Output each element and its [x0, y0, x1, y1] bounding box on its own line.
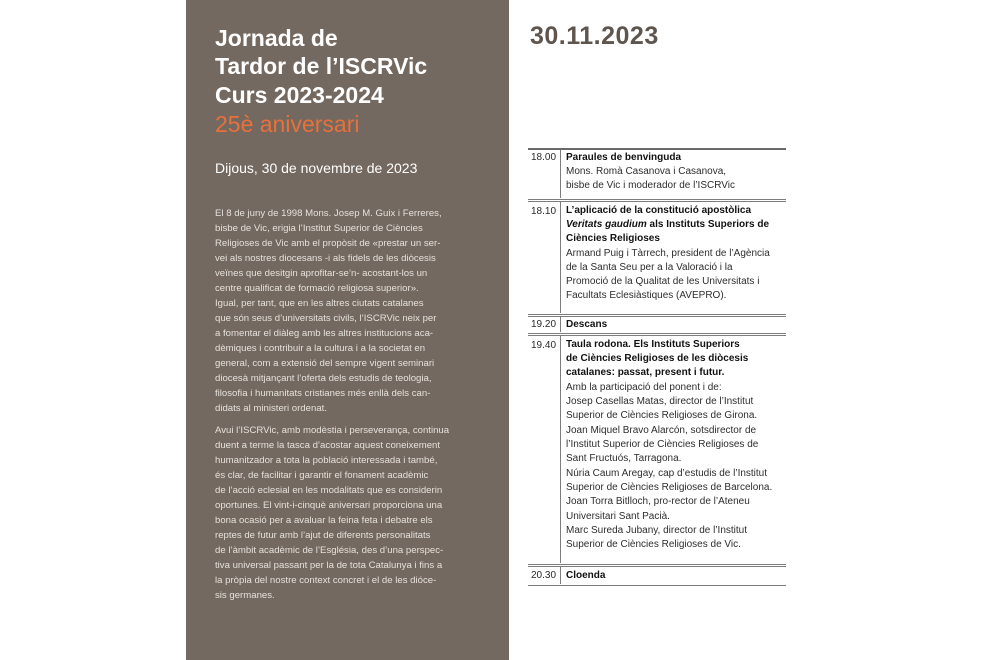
schedule-separator [560, 150, 561, 198]
intro-line: didats al ministeri ordenat. [215, 403, 327, 414]
schedule-title: Taula rodona. Els Instituts Superiors [566, 339, 740, 350]
schedule-detail: Marc Sureda Jubany, director de l’Institut [566, 525, 748, 536]
schedule-title: Descans [566, 319, 608, 330]
intro-line: que són seus d’universitats civils, l’ISCRVic neix per [215, 313, 437, 324]
schedule-time: 20.30 [531, 570, 557, 581]
schedule-title: Paraules de benvinguda [566, 152, 682, 163]
intro-line: tiva universal passant per la de tota Catalunya i fins a [215, 560, 443, 571]
schedule-date: 30.11.2023 [530, 22, 659, 50]
schedule-title-rest: als Instituts Superiors de [646, 219, 770, 230]
intro-line: El 8 de juny de 1998 Mons. Josep M. Guix i Ferreres, [215, 208, 442, 219]
schedule-detail: Universitari Sant Pacià. [566, 511, 670, 522]
intro-line: veïnes que desitgin aprofitar-se’n- acostant-los un [215, 268, 428, 279]
schedule-rule [528, 564, 786, 567]
title-line-2: Tardor de l’ISCRVic [215, 53, 428, 79]
intro-line: bona ocasió per a avaluar la feina feta i debatre els [215, 515, 433, 526]
schedule-title: Cloenda [566, 570, 606, 581]
schedule-separator [560, 202, 561, 313]
schedule-detail: Promoció de la Qualitat de les Universitats i [566, 276, 760, 287]
intro-line: diocesà mitjançant l’oferta dels estudis de teologia, [215, 373, 432, 384]
intro-line: sis germanes. [215, 590, 275, 601]
schedule-title: catalanes: passat, present i futur. [566, 367, 725, 378]
intro-line: dèmiques i contribuir a la cultura i a la societat en [215, 343, 426, 354]
schedule-separator [560, 317, 561, 332]
schedule-separator [560, 567, 561, 584]
event-date-subtitle: Dijous, 30 de novembre de 2023 [215, 160, 418, 176]
intro-line: Igual, per tant, que en les altres ciutats catalanes [215, 298, 424, 309]
intro-line: a fomentar el diàleg amb les altres institucions aca- [215, 328, 434, 339]
schedule-detail: Armand Puig i Tàrrech, president de l’Agència [566, 248, 770, 259]
schedule-detail: Superior de Ciències Religioses de Barcelona. [566, 482, 773, 493]
schedule-rule [528, 314, 786, 317]
schedule-title: L’aplicació de la constitució apostòlica [566, 205, 752, 216]
intro-line: filosofia i humanitats cristianes més enllà dels can- [215, 388, 431, 399]
intro-line: oportunes. El vint-i-cinquè aniversari proporciona una [215, 500, 443, 511]
intro-line: és clar, de facilitar i garantir el fonament acadèmic [215, 470, 429, 481]
intro-line: vei als nostres diocesans -i als fidels de les diòcesis [215, 253, 436, 264]
schedule-detail: Sant Fructuós, Tarragona. [566, 453, 682, 464]
schedule-time: 19.40 [531, 340, 557, 351]
schedule-rule [528, 199, 786, 202]
schedule-time: 18.10 [531, 206, 557, 217]
left-panel [186, 0, 509, 660]
intro-line: centre qualificat de formació religiosa superior». [215, 283, 419, 294]
intro-line: la pròpia del nostre context concret i el de les dióce- [215, 575, 437, 586]
anniversary-title: 25è aniversari [215, 111, 360, 137]
schedule-rule [528, 148, 786, 150]
schedule-detail: bisbe de Vic i moderador de l’ISCRVic [566, 180, 735, 191]
schedule-detail: de la Santa Seu per a la Valoració i la [566, 262, 733, 273]
schedule-detail: Josep Casellas Matas, director de l’Institut [566, 396, 754, 407]
schedule-title: de Ciències Religioses de les diòcesis [566, 353, 749, 364]
intro-line: humanitzador a tota la població interessada i també, [215, 455, 438, 466]
schedule-detail: Superior de Ciències Religioses de Vic. [566, 539, 741, 550]
schedule-title-italic: Veritats gaudium [566, 219, 647, 230]
schedule-rule [528, 585, 786, 586]
intro-line: Avui l’ISCRVic, amb modèstia i perseverança, continua [215, 425, 450, 436]
intro-line: bisbe de Vic, erigia l’Institut Superior de Ciències [215, 223, 423, 234]
intro-line: de l’àmbit acadèmic de l’Església, des d’una perspec- [215, 545, 444, 556]
schedule-detail: Núria Caum Aregay, cap d’estudis de l’Institut [566, 468, 768, 479]
intro-line: general, com a extensió del sempre vigent seminari [215, 358, 435, 369]
schedule-time: 19.20 [531, 319, 557, 330]
schedule-detail: Facultats Eclesiàstiques (AVEPRO). [566, 290, 727, 301]
intro-line: reptes de futur amb l’ajut de diferents personalitats [215, 530, 431, 541]
intro-line: Religioses de Vic amb el propòsit de «prestar un ser- [215, 238, 441, 249]
schedule-separator [560, 336, 561, 563]
schedule-title: Ciències Religioses [566, 233, 660, 244]
intro-line: de l’acció eclesial en les modalitats que es considerin [215, 485, 443, 496]
title-line-3: Curs 2023-2024 [215, 82, 384, 108]
schedule-detail: Amb la participació del ponent i de: [566, 382, 722, 393]
title-line-1: Jornada de [215, 25, 338, 51]
schedule-detail: Joan Torra Bitlloch, pro-rector de l’Ateneu [566, 496, 750, 507]
schedule-detail: Superior de Ciències Religioses de Girona. [566, 410, 758, 421]
schedule-time: 18.00 [531, 152, 557, 163]
schedule-detail: l’Institut Superior de Ciències Religioses de [566, 439, 759, 450]
schedule-detail: Joan Miquel Bravo Alarcón, sotsdirector de [566, 425, 757, 436]
schedule-detail: Mons. Romà Casanova i Casanova, [566, 166, 727, 177]
schedule-title [566, 218, 769, 232]
schedule-rule [528, 333, 786, 336]
intro-line: duent a terme la tasca d’acostar aquest coneixement [215, 440, 441, 451]
